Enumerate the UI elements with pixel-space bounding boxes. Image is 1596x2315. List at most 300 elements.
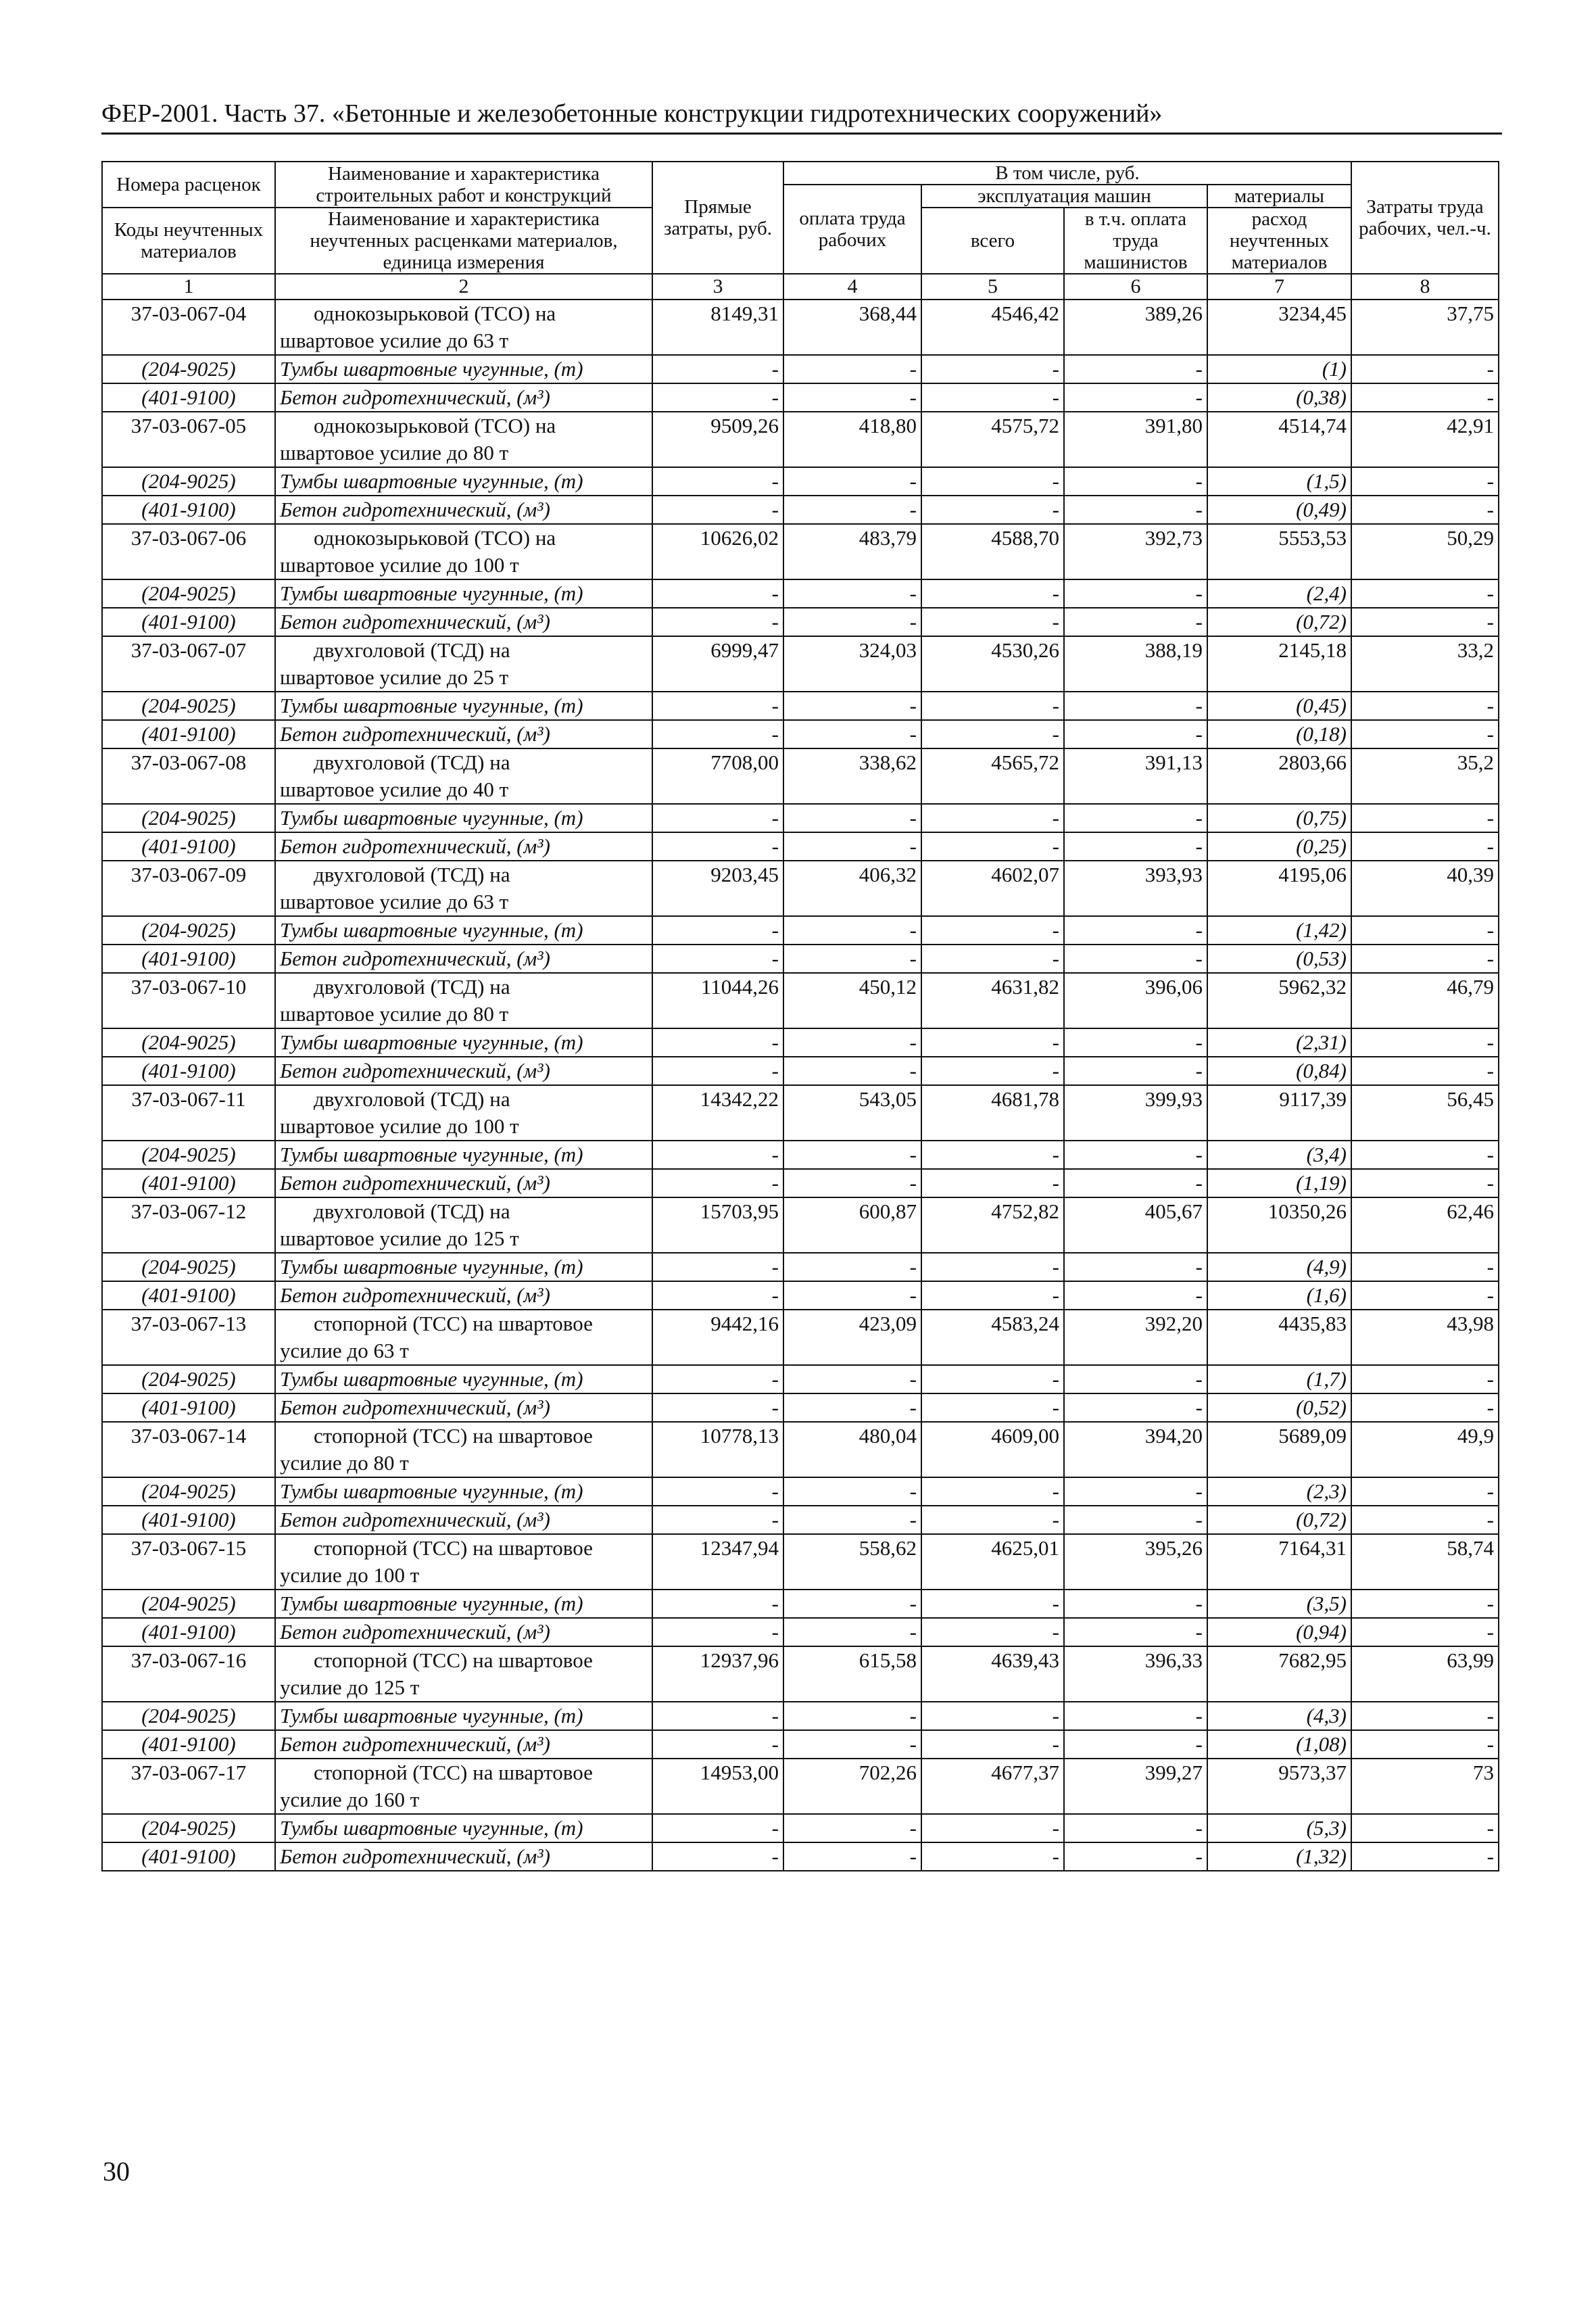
direct-costs: 11044,26 (652, 973, 783, 1028)
material-quantity: (1,19) (1207, 1169, 1351, 1197)
rate-name-line2: швартовое усилие до 100 т (280, 553, 519, 577)
material-row (102, 1169, 1499, 1197)
dash-cell: - (652, 832, 783, 861)
dash-cell: - (1064, 1281, 1207, 1310)
material-quantity: (5,3) (1207, 1814, 1351, 1842)
dash-cell: - (1064, 1814, 1207, 1842)
machinist-pay: 399,93 (1064, 1085, 1207, 1141)
rate-name-line1: стопорной (ТСС) на швартовое (314, 1424, 593, 1448)
material-code: (204-9025) (102, 1028, 275, 1057)
dash-cell: - (783, 1814, 921, 1842)
material-code: (204-9025) (102, 467, 275, 496)
materials-cost: 2803,66 (1207, 748, 1351, 804)
rate-name-line2: швартовое усилие до 80 т (280, 441, 509, 464)
material-name: Тумбы швартовные чугунные, (т) (275, 1253, 652, 1281)
material-code: (401-9100) (102, 608, 275, 636)
page-number: 30 (103, 2156, 130, 2187)
dash-cell: - (1351, 1730, 1499, 1759)
rate-name-line1: двухголовой (ТСД) на (314, 975, 510, 999)
rate-name-line1: двухголовой (ТСД) на (314, 750, 510, 774)
labor-hours: 35,2 (1351, 748, 1499, 804)
table-body (102, 300, 1499, 1871)
labor-hours: 63,99 (1351, 1646, 1499, 1702)
dash-cell: - (652, 804, 783, 832)
material-quantity: (4,3) (1207, 1702, 1351, 1730)
machines-total: 4565,72 (921, 748, 1064, 804)
material-name: Тумбы швартовные чугунные, (т) (275, 355, 652, 383)
header-rule (101, 133, 1502, 135)
dash-cell: - (652, 1477, 783, 1506)
header-labor-pay: оплата труда рабочих (783, 185, 921, 274)
dash-cell: - (921, 355, 1064, 383)
dash-cell: - (652, 1141, 783, 1169)
material-row (102, 1281, 1499, 1310)
dash-cell: - (1351, 1506, 1499, 1534)
rate-row (102, 1197, 1499, 1253)
dash-cell: - (921, 1141, 1064, 1169)
labor-hours: 43,98 (1351, 1310, 1499, 1365)
material-name: Тумбы швартовные чугунные, (т) (275, 1365, 652, 1393)
material-row (102, 1141, 1499, 1169)
rate-row (102, 1759, 1499, 1814)
direct-costs: 14342,22 (652, 1085, 783, 1141)
dash-cell: - (1351, 804, 1499, 832)
material-quantity: (2,31) (1207, 1028, 1351, 1057)
dash-cell: - (652, 467, 783, 496)
material-row (102, 1842, 1499, 1871)
column-number: 7 (1207, 274, 1351, 300)
dash-cell: - (921, 1842, 1064, 1871)
material-quantity: (0,75) (1207, 804, 1351, 832)
material-name: Бетон гидротехнический, (м³) (275, 383, 652, 412)
dash-cell: - (921, 692, 1064, 720)
dash-cell: - (1064, 1730, 1207, 1759)
rate-code: 37-03-067-10 (102, 973, 275, 1028)
dash-cell: - (783, 1506, 921, 1534)
dash-cell: - (1351, 1057, 1499, 1085)
material-row (102, 1814, 1499, 1842)
dash-cell: - (783, 1169, 921, 1197)
material-quantity: (0,72) (1207, 608, 1351, 636)
rate-name-line2: швартовое усилие до 25 т (280, 665, 509, 689)
column-number: 6 (1064, 274, 1207, 300)
dash-cell: - (652, 1057, 783, 1085)
materials-cost: 5553,53 (1207, 524, 1351, 579)
material-code: (204-9025) (102, 804, 275, 832)
direct-costs: 8149,31 (652, 300, 783, 355)
dash-cell: - (783, 804, 921, 832)
dash-cell: - (1351, 1842, 1499, 1871)
dash-cell: - (1064, 1057, 1207, 1085)
dash-cell: - (921, 1057, 1064, 1085)
material-row (102, 579, 1499, 608)
rate-name-line1: стопорной (ТСС) на швартовое (314, 1761, 593, 1784)
material-code: (204-9025) (102, 1702, 275, 1730)
rate-row (102, 1310, 1499, 1365)
material-row (102, 467, 1499, 496)
material-name: Бетон гидротехнический, (м³) (275, 1057, 652, 1085)
dash-cell: - (652, 945, 783, 973)
labor-hours: 46,79 (1351, 973, 1499, 1028)
material-row (102, 1028, 1499, 1057)
rate-name-line2: усилие до 160 т (280, 1788, 420, 1811)
material-name: Тумбы швартовные чугунные, (т) (275, 1028, 652, 1057)
direct-costs: 9509,26 (652, 412, 783, 467)
dash-cell: - (652, 496, 783, 524)
dash-cell: - (1351, 945, 1499, 973)
dash-cell: - (1064, 1702, 1207, 1730)
rate-name-line2: швартовое усилие до 63 т (280, 329, 509, 352)
rate-name (275, 1534, 652, 1590)
rate-name-line1: однокозырьковой (ТСО) на (314, 414, 556, 437)
machinist-pay: 395,26 (1064, 1534, 1207, 1590)
material-quantity: (3,4) (1207, 1141, 1351, 1169)
material-name: Тумбы швартовные чугунные, (т) (275, 1141, 652, 1169)
dash-cell: - (1064, 1141, 1207, 1169)
rate-code: 37-03-067-07 (102, 636, 275, 692)
column-number: 5 (921, 274, 1064, 300)
labor-pay: 702,26 (783, 1759, 921, 1814)
material-code: (401-9100) (102, 383, 275, 412)
labor-pay: 483,79 (783, 524, 921, 579)
dash-cell: - (783, 1057, 921, 1085)
dash-cell: - (921, 1506, 1064, 1534)
material-row (102, 916, 1499, 945)
rate-code: 37-03-067-17 (102, 1759, 275, 1814)
dash-cell: - (1351, 1477, 1499, 1506)
dash-cell: - (1064, 1169, 1207, 1197)
material-name: Бетон гидротехнический, (м³) (275, 1506, 652, 1534)
material-name: Тумбы швартовные чугунные, (т) (275, 916, 652, 945)
material-name: Бетон гидротехнический, (м³) (275, 945, 652, 973)
header-including: В том числе, руб. (783, 162, 1351, 185)
dash-cell: - (652, 1618, 783, 1646)
rate-name (275, 412, 652, 467)
material-code: (401-9100) (102, 1842, 275, 1871)
dash-cell: - (1351, 692, 1499, 720)
machines-total: 4677,37 (921, 1759, 1064, 1814)
materials-cost: 2145,18 (1207, 636, 1351, 692)
rate-name (275, 861, 652, 916)
rate-row (102, 636, 1499, 692)
material-row (102, 1730, 1499, 1759)
rate-row (102, 973, 1499, 1028)
materials-cost: 5962,32 (1207, 973, 1351, 1028)
material-quantity: (0,53) (1207, 945, 1351, 973)
labor-pay: 423,09 (783, 1310, 921, 1365)
dash-cell: - (783, 1281, 921, 1310)
direct-costs: 9203,45 (652, 861, 783, 916)
dash-cell: - (1351, 1618, 1499, 1646)
dash-cell: - (1064, 720, 1207, 748)
material-code: (204-9025) (102, 355, 275, 383)
dash-cell: - (1064, 467, 1207, 496)
header-materials: материалы (1207, 185, 1351, 208)
material-code: (401-9100) (102, 1169, 275, 1197)
rate-name-line2: швартовое усилие до 100 т (280, 1114, 519, 1138)
dash-cell: - (921, 1814, 1064, 1842)
dash-cell: - (921, 1028, 1064, 1057)
rate-code: 37-03-067-13 (102, 1310, 275, 1365)
machinist-pay: 399,27 (1064, 1759, 1207, 1814)
rate-name-line2: швартовое усилие до 63 т (280, 890, 509, 913)
labor-pay: 338,62 (783, 748, 921, 804)
labor-pay: 543,05 (783, 1085, 921, 1141)
dash-cell: - (1064, 579, 1207, 608)
dash-cell: - (783, 496, 921, 524)
machines-total: 4575,72 (921, 412, 1064, 467)
labor-hours: 40,39 (1351, 861, 1499, 916)
dash-cell: - (921, 608, 1064, 636)
labor-hours: 42,91 (1351, 412, 1499, 467)
column-number: 3 (652, 274, 783, 300)
material-row (102, 1057, 1499, 1085)
dash-cell: - (652, 1702, 783, 1730)
material-name: Тумбы швартовные чугунные, (т) (275, 579, 652, 608)
materials-cost: 4435,83 (1207, 1310, 1351, 1365)
material-name: Бетон гидротехнический, (м³) (275, 720, 652, 748)
dash-cell: - (783, 1141, 921, 1169)
rate-name (275, 1422, 652, 1477)
dash-cell: - (1351, 608, 1499, 636)
material-code: (204-9025) (102, 579, 275, 608)
material-code: (401-9100) (102, 945, 275, 973)
materials-cost: 9117,39 (1207, 1085, 1351, 1141)
direct-costs: 6999,47 (652, 636, 783, 692)
material-name: Тумбы швартовные чугунные, (т) (275, 1477, 652, 1506)
dash-cell: - (1351, 1814, 1499, 1842)
dash-cell: - (652, 383, 783, 412)
labor-pay: 450,12 (783, 973, 921, 1028)
material-name: Тумбы швартовные чугунные, (т) (275, 1590, 652, 1618)
rate-name-line1: стопорной (ТСС) на швартовое (314, 1648, 593, 1672)
rate-name-line2: швартовое усилие до 80 т (280, 1002, 509, 1026)
machinist-pay: 393,93 (1064, 861, 1207, 916)
rate-name (275, 1085, 652, 1141)
rate-code: 37-03-067-11 (102, 1085, 275, 1141)
dash-cell: - (783, 467, 921, 496)
dash-cell: - (652, 720, 783, 748)
machines-total: 4625,01 (921, 1534, 1064, 1590)
material-row (102, 1253, 1499, 1281)
rate-name-line2: швартовое усилие до 125 т (280, 1226, 519, 1250)
dash-cell: - (1064, 1590, 1207, 1618)
materials-cost: 7682,95 (1207, 1646, 1351, 1702)
rate-row (102, 1534, 1499, 1590)
dash-cell: - (1351, 1281, 1499, 1310)
machinist-pay: 389,26 (1064, 300, 1207, 355)
labor-pay: 600,87 (783, 1197, 921, 1253)
header-materials-consumption: расход неучтенных материалов (1207, 208, 1351, 274)
materials-cost: 10350,26 (1207, 1197, 1351, 1253)
dash-cell: - (783, 1618, 921, 1646)
dash-cell: - (1351, 579, 1499, 608)
rate-name-line2: швартовое усилие до 40 т (280, 778, 509, 801)
rate-name-line1: стопорной (ТСС) на швартовое (314, 1536, 593, 1560)
rate-code: 37-03-067-12 (102, 1197, 275, 1253)
material-code: (401-9100) (102, 1618, 275, 1646)
header-machines-total: всего (921, 208, 1064, 274)
labor-hours: 62,46 (1351, 1197, 1499, 1253)
machinist-pay: 391,13 (1064, 748, 1207, 804)
dash-cell: - (652, 579, 783, 608)
rate-name (275, 1759, 652, 1814)
material-name: Бетон гидротехнический, (м³) (275, 1393, 652, 1422)
dash-cell: - (652, 1281, 783, 1310)
rate-name (275, 524, 652, 579)
rate-name (275, 300, 652, 355)
direct-costs: 14953,00 (652, 1759, 783, 1814)
material-name: Тумбы швартовные чугунные, (т) (275, 1702, 652, 1730)
dash-cell: - (783, 383, 921, 412)
column-number: 4 (783, 274, 921, 300)
header-name-bottom: Наименование и характеристика неучтенных расценками материалов, единица измерения (275, 208, 652, 274)
header-machines: эксплуатация машин (921, 185, 1207, 208)
rate-code: 37-03-067-08 (102, 748, 275, 804)
materials-cost: 9573,37 (1207, 1759, 1351, 1814)
material-quantity: (3,5) (1207, 1590, 1351, 1618)
rate-name-line1: двухголовой (ТСД) на (314, 638, 510, 662)
material-row (102, 1590, 1499, 1618)
dash-cell: - (921, 1477, 1064, 1506)
material-name: Бетон гидротехнический, (м³) (275, 1842, 652, 1871)
machinist-pay: 392,73 (1064, 524, 1207, 579)
material-code: (204-9025) (102, 1141, 275, 1169)
labor-hours: 50,29 (1351, 524, 1499, 579)
dash-cell: - (1064, 832, 1207, 861)
materials-cost: 7164,31 (1207, 1534, 1351, 1590)
material-row (102, 383, 1499, 412)
rate-row (102, 1422, 1499, 1477)
dash-cell: - (921, 1365, 1064, 1393)
rate-row (102, 412, 1499, 467)
dash-cell: - (652, 1365, 783, 1393)
dash-cell: - (1351, 1141, 1499, 1169)
dash-cell: - (921, 720, 1064, 748)
machinist-pay: 396,33 (1064, 1646, 1207, 1702)
material-code: (401-9100) (102, 1057, 275, 1085)
dash-cell: - (1351, 383, 1499, 412)
material-quantity: (1,32) (1207, 1842, 1351, 1871)
labor-hours: 33,2 (1351, 636, 1499, 692)
dash-cell: - (652, 1169, 783, 1197)
material-name: Бетон гидротехнический, (м³) (275, 1618, 652, 1646)
dash-cell: - (1351, 467, 1499, 496)
dash-cell: - (783, 1702, 921, 1730)
material-row (102, 720, 1499, 748)
machines-total: 4681,78 (921, 1085, 1064, 1141)
dash-cell: - (1064, 945, 1207, 973)
rate-row (102, 1646, 1499, 1702)
rate-name-line2: усилие до 63 т (280, 1339, 409, 1362)
material-quantity: (1,42) (1207, 916, 1351, 945)
rate-row (102, 748, 1499, 804)
machines-total: 4546,42 (921, 300, 1064, 355)
material-quantity: (0,18) (1207, 720, 1351, 748)
direct-costs: 10626,02 (652, 524, 783, 579)
header-code-bottom: Коды неучтенных материалов (102, 208, 275, 274)
materials-cost: 4514,74 (1207, 412, 1351, 467)
dash-cell: - (783, 1393, 921, 1422)
direct-costs: 10778,13 (652, 1422, 783, 1477)
material-code: (401-9100) (102, 1393, 275, 1422)
machines-total: 4530,26 (921, 636, 1064, 692)
rate-row (102, 300, 1499, 355)
dash-cell: - (783, 945, 921, 973)
material-row (102, 1702, 1499, 1730)
rate-row (102, 1085, 1499, 1141)
dash-cell: - (1064, 1393, 1207, 1422)
rate-name-line2: усилие до 100 т (280, 1563, 420, 1587)
dash-cell: - (1064, 1253, 1207, 1281)
column-number: 1 (102, 274, 275, 300)
dash-cell: - (783, 579, 921, 608)
dash-cell: - (1351, 1702, 1499, 1730)
material-row (102, 1477, 1499, 1506)
page-title: ФЕР-2001. Часть 37. «Бетонные и железобетонные конструкции гидротехнических сооружений» (101, 99, 1163, 128)
material-name: Бетон гидротехнический, (м³) (275, 496, 652, 524)
labor-pay: 418,80 (783, 412, 921, 467)
labor-hours: 58,74 (1351, 1534, 1499, 1590)
material-row (102, 496, 1499, 524)
direct-costs: 7708,00 (652, 748, 783, 804)
labor-pay: 324,03 (783, 636, 921, 692)
material-row (102, 692, 1499, 720)
material-quantity: (1,6) (1207, 1281, 1351, 1310)
material-quantity: (0,72) (1207, 1506, 1351, 1534)
material-quantity: (0,25) (1207, 832, 1351, 861)
machinist-pay: 405,67 (1064, 1197, 1207, 1253)
dash-cell: - (783, 608, 921, 636)
header-machinist-pay: в т.ч. оплата труда машинистов (1064, 208, 1207, 274)
dash-cell: - (783, 1590, 921, 1618)
rate-code: 37-03-067-06 (102, 524, 275, 579)
dash-cell: - (1351, 916, 1499, 945)
dash-cell: - (783, 1730, 921, 1759)
dash-cell: - (783, 1028, 921, 1057)
material-code: (204-9025) (102, 1814, 275, 1842)
dash-cell: - (783, 692, 921, 720)
dash-cell: - (652, 1506, 783, 1534)
dash-cell: - (1351, 1393, 1499, 1422)
dash-cell: - (783, 720, 921, 748)
rates-table (101, 161, 1499, 1871)
labor-pay: 615,58 (783, 1646, 921, 1702)
column-number: 2 (275, 274, 652, 300)
dash-cell: - (652, 1393, 783, 1422)
material-quantity: (0,38) (1207, 383, 1351, 412)
dash-cell: - (652, 1028, 783, 1057)
material-code: (401-9100) (102, 1730, 275, 1759)
rate-code: 37-03-067-14 (102, 1422, 275, 1477)
material-code: (204-9025) (102, 1253, 275, 1281)
dash-cell: - (783, 1365, 921, 1393)
rate-name-line1: двухголовой (ТСД) на (314, 1087, 510, 1111)
dash-cell: - (652, 1730, 783, 1759)
rate-code: 37-03-067-05 (102, 412, 275, 467)
rate-name-line1: двухголовой (ТСД) на (314, 1199, 510, 1223)
dash-cell: - (652, 916, 783, 945)
dash-cell: - (1064, 355, 1207, 383)
material-row (102, 355, 1499, 383)
machinist-pay: 396,06 (1064, 973, 1207, 1028)
dash-cell: - (921, 832, 1064, 861)
dash-cell: - (652, 355, 783, 383)
material-name: Бетон гидротехнический, (м³) (275, 1169, 652, 1197)
labor-pay: 406,32 (783, 861, 921, 916)
dash-cell: - (1064, 1365, 1207, 1393)
material-code: (401-9100) (102, 1281, 275, 1310)
